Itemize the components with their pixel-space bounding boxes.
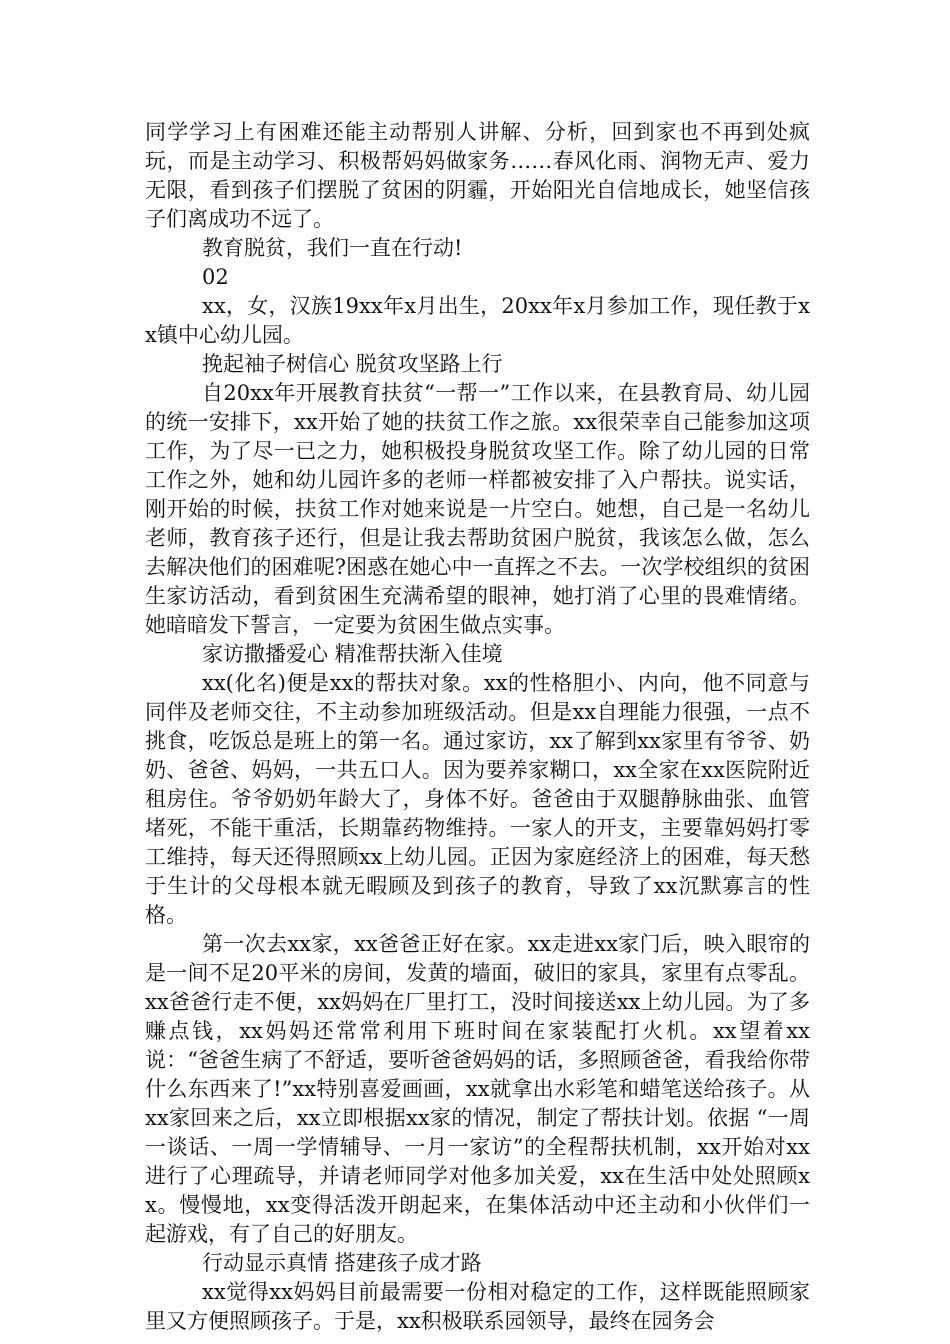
- section-number: 02: [202, 265, 229, 289]
- profile-paragraph: xx，女，汉族19xx年x月出生，20xx年x月参加工作，现任教于xx镇中心幼儿园。: [145, 294, 810, 347]
- paragraph-beneficiary: xx(化名)便是xx的帮扶对象。xx的性格胆小、内向，他不同意与同伴及老师交往，不主动参加班级活动。但是xx自理能力很强，一点不挑食，吃饭总是班上的第一名。通过家访，xx了解到xx家里有爷爷、奶奶、爸爸、妈妈，一共五口人。因为要养家糊口，xx全家在xx医院附近租房住。爷爷奶奶年龄大了，身体不好。爸爸由于双腿静脉曲张、血管堵死，不能干重活，长期靠药物维持。一家人的开支，主要靠妈妈打零工维持，每天还得照顾xx上幼儿园。正因为家庭经济上的困难，每天愁于生计的父母根本就无暇顾及到孩子的教育，导致了xx沉默寡言的性格。: [145, 671, 810, 927]
- paragraph-first-visit: 第一次去xx家，xx爸爸正好在家。xx走进xx家门后，映入眼帘的是一间不足20平米的房间，发黄的墙面，破旧的家具，家里有点零乱。xx爸爸行走不便，xx妈妈在厂里打工，没时间接送xx上幼儿园。为了多赚点钱，xx妈妈还常常利用下班时间在家装配打火机。xx望着xx说：“爸爸生病了不舒适，要听爸爸妈妈的话，多照顾爸爸，看我给你带什么东西来了!”xx特别喜爱画画，xx就拿出水彩笔和蜡笔送给孩子。从xx家回来之后，xx立即根据xx家的情况，制定了帮扶计划。依据 “一周一谈话、一周一学情辅导、一月一家访”的全程帮扶机制，xx开始对xx进行了心理疏导，并请老师同学对他多加关爱，xx在生活中处处照顾xx。慢慢地，xx变得活泼开朗起来，在集体活动中还主动和小伙伴们一起游戏，有了自己的好朋友。: [145, 932, 810, 1246]
- subheading-action: 行动显示真情 搭建孩子成才路: [202, 1251, 482, 1275]
- paragraph-job-help: xx觉得xx妈妈目前最需要一份相对稳定的工作，这样既能照顾家里又方便照顾孩子。于是，xx积极联系园领导，最终在园务会: [145, 1280, 810, 1333]
- subheading-home-visit: 家访撒播爱心 精准帮扶渐入佳境: [202, 642, 503, 666]
- subheading-confidence: 挽起袖子树信心 脱贫攻坚路上行: [202, 352, 503, 376]
- paragraph-start-work: 自20xx年开展教育扶贫“一帮一”工作以来，在县教育局、幼儿园的统一安排下，xx开始了她的扶贫工作之旅。xx很荣幸自己能参加这项工作，为了尽一已之力，她积极投身脱贫攻坚工作。除了幼儿园的日常工作之外，她和幼儿园许多的老师一样都被安排了入户帮扶。说实话，刚开始的时候，扶贫工作对她来说是一片空白。她想，自己是一名幼儿老师，教育孩子还行，但是让我去帮助贫困户脱贫，我该怎么做，怎么去解决他们的困难呢?困惑在她心中一直挥之不去。一次学校组织的贫困生家访活动，看到贫困生充满希望的眼神，她打消了心里的畏难情绪。她暗暗发下誓言，一定要为贫困生做点实事。: [145, 381, 810, 637]
- paragraph-continuation: 同学学习上有困难还能主动帮别人讲解、分析，回到家也不再到处疯玩，而是主动学习、积极帮妈妈做家务……春风化雨、润物无声、爱力无限，看到孩子们摆脱了贫困的阴霾，开始阳光自信地成长，她坚信孩子们离成功不远了。: [145, 120, 810, 231]
- document-body: [145, 118, 810, 1336]
- slogan-line: 教育脱贫，我们一直在行动!: [202, 236, 463, 260]
